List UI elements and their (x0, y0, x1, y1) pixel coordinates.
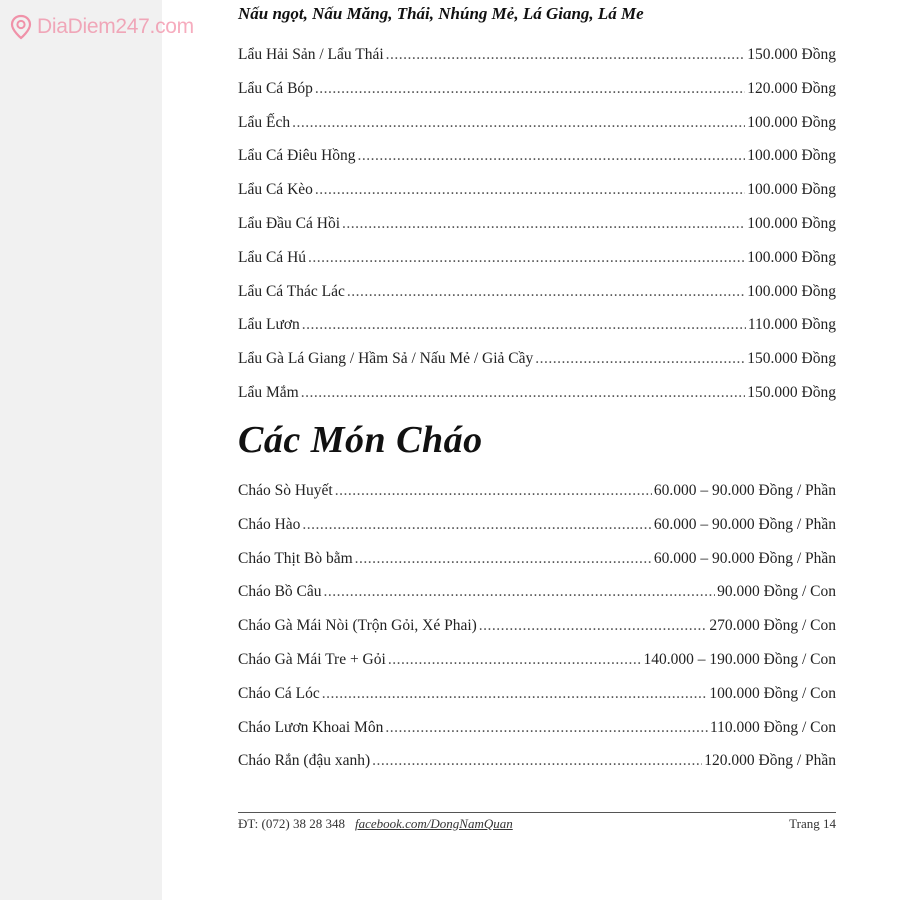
dot-leader (324, 575, 716, 609)
menu-item-name: Cháo Gà Mái Nòi (Trộn Gỏi, Xé Phai) (238, 617, 477, 635)
menu-item (238, 139, 836, 173)
menu-item (238, 38, 836, 72)
menu-item (238, 308, 836, 342)
menu-item-name: Cháo Cá Lóc (238, 684, 320, 702)
dot-leader (302, 308, 746, 342)
menu-item-name: Lẩu Gà Lá Giang / Hầm Sả / Nấu Mẻ / Giả Cầy (238, 350, 534, 368)
menu-item-name: Cháo Rắn (đậu xanh) (238, 752, 371, 770)
menu-item-name: Lẩu Đầu Cá Hồi (238, 214, 341, 232)
menu-item-price: 150.000 Đồng (747, 383, 836, 401)
menu-item (238, 575, 836, 609)
dot-leader (315, 72, 745, 106)
menu-item-price: 150.000 Đồng (747, 350, 836, 368)
dot-leader (335, 474, 652, 508)
dot-leader (385, 711, 708, 745)
menu-item-price: 110.000 Đồng / Con (709, 718, 836, 736)
menu-item (238, 241, 836, 275)
dot-leader (347, 275, 745, 309)
menu-item-name: Cháo Sò Huyết (238, 482, 333, 499)
menu-item-name: Lẩu Cá Hú (238, 248, 307, 266)
menu-item-price: 150.000 Đồng (747, 46, 836, 63)
menu-item-name: Lẩu Mắm (238, 383, 299, 401)
dot-leader (479, 609, 708, 643)
menu-item (238, 643, 836, 677)
location-pin-icon (8, 14, 34, 40)
menu-item-price: 270.000 Đồng / Con (709, 617, 836, 635)
menu-item-name: Lẩu Cá Kèo (238, 181, 313, 199)
dot-leader (372, 744, 702, 778)
menu-item-price: 60.000 – 90.000 Đồng / Phần (653, 515, 836, 533)
menu-item (238, 744, 836, 778)
dot-leader (386, 38, 746, 72)
menu-item-name: Lẩu Hải Sản / Lẩu Thái (238, 46, 384, 63)
dot-leader (301, 376, 746, 410)
dot-leader (355, 542, 652, 576)
dot-leader (358, 139, 746, 173)
dot-leader (292, 106, 745, 140)
menu-item (238, 609, 836, 643)
menu-item-name: Lẩu Cá Thác Lác (238, 282, 345, 300)
menu-item-name: Lẩu Ếch (238, 113, 291, 131)
menu-item (238, 72, 836, 106)
dot-leader (388, 643, 642, 677)
footer-phone: ĐT: (072) 38 28 348 (238, 816, 345, 831)
page-number: Trang 14 (789, 816, 836, 831)
menu-item (238, 275, 836, 309)
menu-item (238, 106, 836, 140)
menu-item-name: Cháo Bồ Câu (238, 583, 322, 601)
menu-item-name: Lẩu Cá Điêu Hồng (238, 147, 356, 165)
menu-item-price: 100.000 Đồng / Con (709, 684, 836, 702)
menu-item-price: 100.000 Đồng (747, 214, 836, 232)
menu-item (238, 207, 836, 241)
menu-item-name: Cháo Thịt Bò bằm (238, 549, 353, 567)
menu-item-price: 60.000 – 90.000 Đồng / Phần (653, 549, 836, 567)
menu-item (238, 474, 836, 508)
dot-leader (302, 508, 651, 542)
menu-item-name: Lẩu Lươn (238, 316, 300, 334)
menu-item-price: 100.000 Đồng (747, 113, 836, 131)
menu-item-name: Cháo Gà Mái Tre + Gỏi (238, 650, 386, 668)
menu-item-price: 100.000 Đồng (747, 181, 836, 199)
porridge-list (238, 474, 836, 778)
menu-item-price: 100.000 Đồng (747, 147, 836, 165)
footer-divider (238, 812, 836, 813)
dot-leader (308, 241, 745, 275)
menu-item-name: Cháo Hào (238, 515, 301, 533)
menu-item-price: 120.000 Đồng (747, 79, 836, 97)
menu-item (238, 542, 836, 576)
footer-facebook-link[interactable]: facebook.com/DongNamQuan (354, 816, 513, 831)
dot-leader (342, 207, 745, 241)
menu-item-price: 100.000 Đồng (747, 248, 836, 266)
menu-item-name: Lẩu Cá Bóp (238, 79, 313, 97)
menu-item-price: 60.000 – 90.000 Đồng / Phần (653, 482, 836, 499)
menu-item-price: 120.000 Đồng / Phần (704, 752, 836, 770)
dot-leader (322, 677, 708, 711)
menu-item-price: 110.000 Đồng (747, 316, 836, 334)
menu-item-price: 100.000 Đồng (747, 282, 836, 300)
menu-item-name: Cháo Lươn Khoai Môn (238, 718, 384, 736)
menu-item (238, 376, 836, 410)
page-footer (238, 816, 836, 832)
porridge-section-title: Các Món Cháo (238, 419, 483, 461)
hotpot-list (238, 38, 836, 410)
dot-leader (315, 173, 745, 207)
watermark-text: DiaDiem247.com (37, 15, 194, 38)
menu-item (238, 677, 836, 711)
menu-item (238, 508, 836, 542)
hotpot-subtitle: Nấu ngọt, Nấu Măng, Thái, Nhúng Mẻ, Lá Giang, Lá Me (238, 4, 644, 23)
menu-item-price: 90.000 Đồng / Con (717, 583, 836, 601)
watermark-logo (8, 14, 194, 40)
menu-item (238, 711, 836, 745)
menu-item (238, 342, 836, 376)
menu-item-price: 140.000 – 190.000 Đồng / Con (643, 650, 836, 668)
dot-leader (535, 342, 745, 376)
menu-item (238, 173, 836, 207)
